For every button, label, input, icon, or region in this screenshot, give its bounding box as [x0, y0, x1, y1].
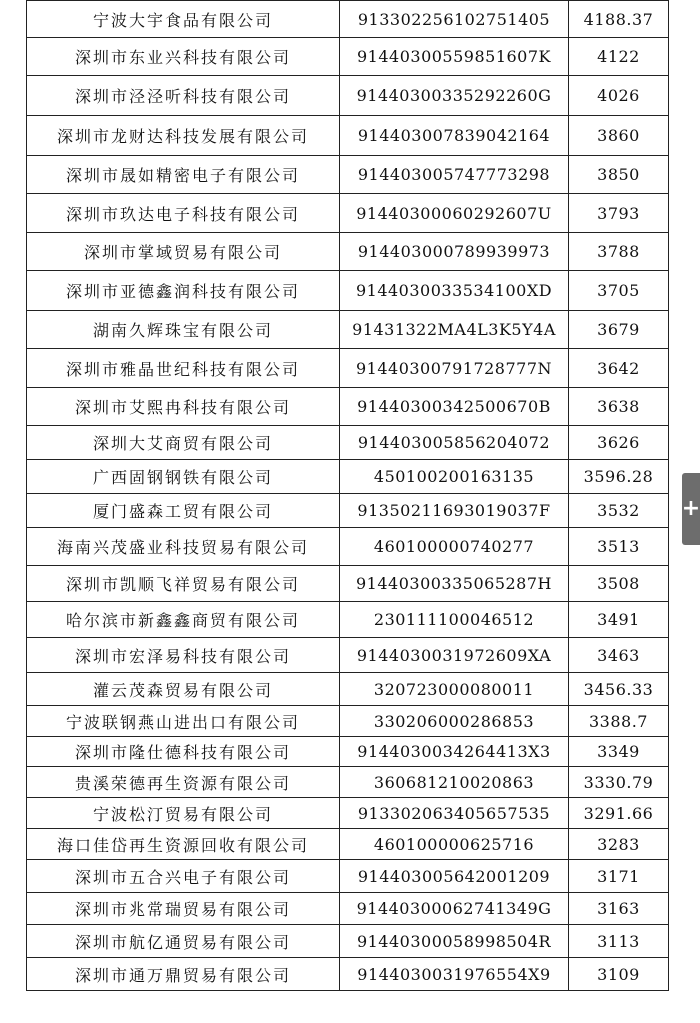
credit-code-cell: 91440300559851607K	[340, 38, 569, 76]
company-name-cell: 深圳市凯顺飞祥贸易有限公司	[27, 566, 340, 602]
company-name-cell: 深圳市泾泾听科技有限公司	[27, 76, 340, 116]
credit-code-cell: 450100200163135	[340, 460, 569, 494]
table-row	[27, 528, 669, 566]
amount-cell: 4188.37	[569, 1, 669, 38]
amount-cell: 3330.79	[569, 767, 669, 798]
company-name-cell: 海口佳岱再生资源回收有限公司	[27, 829, 340, 860]
plus-icon: +	[681, 496, 700, 521]
table-row	[27, 673, 669, 706]
table-row	[27, 798, 669, 829]
company-name-cell: 深圳市掌域贸易有限公司	[27, 233, 340, 271]
amount-cell: 3705	[569, 271, 669, 311]
table-row	[27, 271, 669, 311]
credit-code-cell: 914403005747773298	[340, 156, 569, 194]
table-row	[27, 958, 669, 991]
company-name-cell: 厦门盛森工贸有限公司	[27, 494, 340, 528]
amount-cell: 3788	[569, 233, 669, 271]
amount-cell: 3163	[569, 893, 669, 925]
table-row	[27, 460, 669, 494]
company-name-cell: 深圳市晟如精密电子有限公司	[27, 156, 340, 194]
credit-code-cell: 914403005856204072	[340, 426, 569, 460]
table-row	[27, 566, 669, 602]
credit-code-cell: 320723000080011	[340, 673, 569, 706]
amount-cell: 3171	[569, 860, 669, 893]
amount-cell: 3850	[569, 156, 669, 194]
table-row	[27, 311, 669, 349]
amount-cell: 4026	[569, 76, 669, 116]
credit-code-cell: 914403000789939973	[340, 233, 569, 271]
company-name-cell: 深圳市兆常瑞贸易有限公司	[27, 893, 340, 925]
table-row	[27, 602, 669, 638]
company-name-cell: 深圳市航亿通贸易有限公司	[27, 925, 340, 958]
credit-code-cell: 91350211693019037F	[340, 494, 569, 528]
expand-panel-button[interactable]	[682, 473, 700, 545]
company-name-cell: 深圳市亚德鑫润科技有限公司	[27, 271, 340, 311]
company-name-cell: 深圳市东业兴科技有限公司	[27, 38, 340, 76]
table-row	[27, 194, 669, 233]
amount-cell: 3109	[569, 958, 669, 991]
table-row	[27, 233, 669, 271]
company-name-cell: 深圳市隆仕德科技有限公司	[27, 737, 340, 767]
company-name-cell: 宁波联钢燕山进出口有限公司	[27, 706, 340, 737]
credit-code-cell: 460100000625716	[340, 829, 569, 860]
credit-code-cell: 330206000286853	[340, 706, 569, 737]
table-row	[27, 638, 669, 673]
amount-cell: 3642	[569, 349, 669, 388]
credit-code-cell: 913302256102751405	[340, 1, 569, 38]
table-row	[27, 38, 669, 76]
table-row	[27, 426, 669, 460]
company-name-cell: 灌云茂森贸易有限公司	[27, 673, 340, 706]
credit-code-cell: 360681210020863	[340, 767, 569, 798]
credit-code-cell: 914403007839042164	[340, 116, 569, 156]
amount-cell: 3793	[569, 194, 669, 233]
company-name-cell: 深圳市通万鼎贸易有限公司	[27, 958, 340, 991]
table-row	[27, 829, 669, 860]
amount-cell: 3513	[569, 528, 669, 566]
credit-code-cell: 91440300342500670B	[340, 388, 569, 426]
credit-code-cell: 91440300060292607U	[340, 194, 569, 233]
credit-code-cell: 914403005642001209	[340, 860, 569, 893]
credit-code-cell: 9144030033534100XD	[340, 271, 569, 311]
company-name-cell: 哈尔滨市新鑫鑫商贸有限公司	[27, 602, 340, 638]
company-name-cell: 深圳市龙财达科技发展有限公司	[27, 116, 340, 156]
credit-code-cell: 230111100046512	[340, 602, 569, 638]
credit-code-cell: 913302063405657535	[340, 798, 569, 829]
amount-cell: 3113	[569, 925, 669, 958]
table-row	[27, 860, 669, 893]
table-row	[27, 767, 669, 798]
credit-code-cell: 9144030031976554X9	[340, 958, 569, 991]
credit-code-cell: 91431322MA4L3K5Y4A	[340, 311, 569, 349]
table-row	[27, 349, 669, 388]
amount-cell: 3860	[569, 116, 669, 156]
company-name-cell: 宁波松汀贸易有限公司	[27, 798, 340, 829]
company-name-cell: 深圳市玖达电子科技有限公司	[27, 194, 340, 233]
amount-cell: 3638	[569, 388, 669, 426]
credit-code-cell: 91440300058998504R	[340, 925, 569, 958]
amount-cell: 4122	[569, 38, 669, 76]
company-table	[26, 0, 669, 991]
table-row	[27, 706, 669, 737]
table-row	[27, 1, 669, 38]
table-row	[27, 156, 669, 194]
company-name-cell: 广西固钢钢铁有限公司	[27, 460, 340, 494]
company-name-cell: 湖南久辉珠宝有限公司	[27, 311, 340, 349]
table-row	[27, 116, 669, 156]
credit-code-cell: 91440300791728777N	[340, 349, 569, 388]
credit-code-cell: 91440300062741349G	[340, 893, 569, 925]
table-row	[27, 737, 669, 767]
table-row	[27, 76, 669, 116]
table-row	[27, 494, 669, 528]
company-name-cell: 深圳市艾熙冉科技有限公司	[27, 388, 340, 426]
amount-cell: 3349	[569, 737, 669, 767]
credit-code-cell: 91440300335292260G	[340, 76, 569, 116]
amount-cell: 3596.28	[569, 460, 669, 494]
credit-code-cell: 9144030034264413X3	[340, 737, 569, 767]
company-table-sheet	[26, 0, 668, 991]
amount-cell: 3532	[569, 494, 669, 528]
amount-cell: 3463	[569, 638, 669, 673]
table-row	[27, 388, 669, 426]
table-body	[27, 1, 669, 991]
company-name-cell: 深圳市雅晶世纪科技有限公司	[27, 349, 340, 388]
credit-code-cell: 460100000740277	[340, 528, 569, 566]
amount-cell: 3626	[569, 426, 669, 460]
amount-cell: 3388.7	[569, 706, 669, 737]
company-name-cell: 宁波大宇食品有限公司	[27, 1, 340, 38]
credit-code-cell: 91440300335065287H	[340, 566, 569, 602]
amount-cell: 3491	[569, 602, 669, 638]
amount-cell: 3508	[569, 566, 669, 602]
table-row	[27, 893, 669, 925]
table-row	[27, 925, 669, 958]
company-name-cell: 深圳市五合兴电子有限公司	[27, 860, 340, 893]
credit-code-cell: 9144030031972609XA	[340, 638, 569, 673]
amount-cell: 3679	[569, 311, 669, 349]
amount-cell: 3291.66	[569, 798, 669, 829]
company-name-cell: 深圳市宏泽易科技有限公司	[27, 638, 340, 673]
amount-cell: 3283	[569, 829, 669, 860]
company-name-cell: 贵溪荣德再生资源有限公司	[27, 767, 340, 798]
company-name-cell: 海南兴茂盛业科技贸易有限公司	[27, 528, 340, 566]
amount-cell: 3456.33	[569, 673, 669, 706]
company-name-cell: 深圳大艾商贸有限公司	[27, 426, 340, 460]
